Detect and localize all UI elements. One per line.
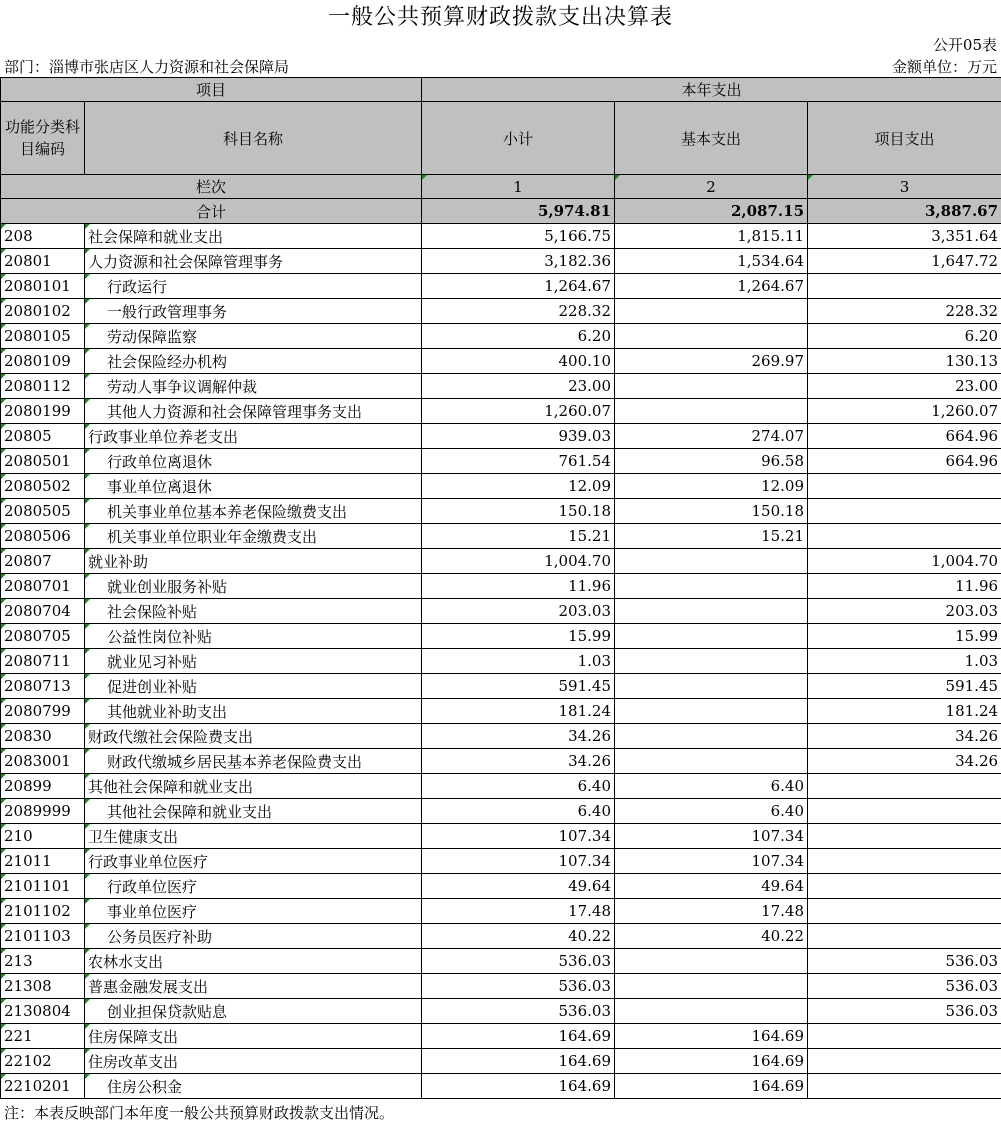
row-code: 2080701: [1, 574, 85, 599]
row-name: 一般行政管理事务: [85, 299, 422, 324]
row-basic: 1,815.11: [615, 224, 808, 249]
table-row: [1, 1024, 1001, 1049]
header-project-expenditure: 项目支出: [808, 102, 1001, 175]
table-row: [1, 649, 1001, 674]
table-row: [1, 974, 1001, 999]
header-project: 项目: [1, 78, 422, 102]
row-code: 2080505: [1, 499, 85, 524]
row-subtotal: 5,166.75: [422, 224, 615, 249]
table-row: [1, 674, 1001, 699]
row-name: 卫生健康支出: [85, 824, 422, 849]
row-code: 2080704: [1, 599, 85, 624]
row-basic: [615, 324, 808, 349]
row-name: 劳动保障监察: [85, 324, 422, 349]
row-name: 社会保险补贴: [85, 599, 422, 624]
row-basic: [615, 674, 808, 699]
row-subtotal: 40.22: [422, 924, 615, 949]
row-name: 社会保险经办机构: [85, 349, 422, 374]
row-project: 6.20: [808, 324, 1001, 349]
row-name: 行政单位医疗: [85, 874, 422, 899]
row-basic: [615, 724, 808, 749]
row-basic: [615, 399, 808, 424]
table-row: [1, 774, 1001, 799]
row-project: [808, 499, 1001, 524]
row-name: 行政事业单位医疗: [85, 849, 422, 874]
row-project: 11.96: [808, 574, 1001, 599]
row-name: 公益性岗位补贴: [85, 624, 422, 649]
row-basic: [615, 599, 808, 624]
row-basic: 12.09: [615, 474, 808, 499]
row-subtotal: 939.03: [422, 424, 615, 449]
row-subtotal: 164.69: [422, 1049, 615, 1074]
row-code: 2080506: [1, 524, 85, 549]
row-project: 181.24: [808, 699, 1001, 724]
row-subtotal: 34.26: [422, 724, 615, 749]
table-row: [1, 799, 1001, 824]
row-subtotal: 15.21: [422, 524, 615, 549]
row-code: 213: [1, 949, 85, 974]
table-row: [1, 749, 1001, 774]
total-project: 3,887.67: [808, 199, 1001, 224]
row-project: 536.03: [808, 974, 1001, 999]
row-basic: 96.58: [615, 449, 808, 474]
table-row: [1, 874, 1001, 899]
row-code: 2080502: [1, 474, 85, 499]
row-subtotal: 3,182.36: [422, 249, 615, 274]
report-title: 一般公共预算财政拨款支出决算表: [327, 5, 673, 30]
row-basic: [615, 299, 808, 324]
table-row: [1, 299, 1001, 324]
table-row: [1, 274, 1001, 299]
row-name: 创业担保贷款贴息: [85, 999, 422, 1024]
row-name: 农林水支出: [85, 949, 422, 974]
table-row: [1, 549, 1001, 574]
row-project: [808, 899, 1001, 924]
row-subtotal: 536.03: [422, 949, 615, 974]
row-subtotal: 228.32: [422, 299, 615, 324]
row-basic: 164.69: [615, 1049, 808, 1074]
row-name: 住房改革支出: [85, 1049, 422, 1074]
row-project: [808, 849, 1001, 874]
unit-label: 金额单位：万元: [891, 58, 997, 76]
row-name: 事业单位医疗: [85, 899, 422, 924]
row-basic: 17.48: [615, 899, 808, 924]
row-basic: [615, 374, 808, 399]
footnote: 注：本表反映部门本年度一般公共预算财政拨款支出情况。: [4, 1104, 395, 1122]
row-basic: 164.69: [615, 1074, 808, 1099]
row-basic: 107.34: [615, 849, 808, 874]
row-basic: [615, 999, 808, 1024]
row-basic: [615, 549, 808, 574]
row-code: 20805: [1, 424, 85, 449]
row-basic: 49.64: [615, 874, 808, 899]
col-index-3: 3: [808, 175, 1001, 199]
table-row: [1, 849, 1001, 874]
row-code: 2101102: [1, 899, 85, 924]
row-subtotal: 591.45: [422, 674, 615, 699]
row-name: 其他社会保障和就业支出: [85, 774, 422, 799]
header-current-year: 本年支出: [422, 78, 1001, 102]
row-code: 22102: [1, 1049, 85, 1074]
row-subtotal: 1,264.67: [422, 274, 615, 299]
row-project: [808, 924, 1001, 949]
row-project: [808, 774, 1001, 799]
row-project: 23.00: [808, 374, 1001, 399]
row-project: [808, 799, 1001, 824]
row-code: 2101103: [1, 924, 85, 949]
row-subtotal: 12.09: [422, 474, 615, 499]
row-name: 促进创业补贴: [85, 674, 422, 699]
col-index-1: 1: [422, 175, 615, 199]
row-subtotal: 107.34: [422, 824, 615, 849]
row-name: 就业创业服务补贴: [85, 574, 422, 599]
table-row: [1, 574, 1001, 599]
row-project: 130.13: [808, 349, 1001, 374]
row-code: 20899: [1, 774, 85, 799]
form-code: 公开05表: [932, 36, 997, 54]
department-label: 部门：淄博市张店区人力资源和社会保障局: [4, 58, 290, 76]
row-subtotal: 400.10: [422, 349, 615, 374]
row-basic: 107.34: [615, 824, 808, 849]
row-name: 机关事业单位基本养老保险缴费支出: [85, 499, 422, 524]
row-basic: [615, 749, 808, 774]
header-column-index: 栏次: [1, 175, 422, 199]
row-project: 1,647.72: [808, 249, 1001, 274]
total-label: 合计: [1, 199, 422, 224]
row-basic: [615, 624, 808, 649]
row-name: 行政单位离退休: [85, 449, 422, 474]
table-row: [1, 949, 1001, 974]
table-row: [1, 224, 1001, 249]
row-subtotal: 536.03: [422, 999, 615, 1024]
total-subtotal: 5,974.81: [422, 199, 615, 224]
row-subtotal: 34.26: [422, 749, 615, 774]
row-subtotal: 203.03: [422, 599, 615, 624]
table-row: [1, 724, 1001, 749]
row-project: [808, 1074, 1001, 1099]
col-index-2: 2: [615, 175, 808, 199]
table-row: [1, 449, 1001, 474]
row-name: 机关事业单位职业年金缴费支出: [85, 524, 422, 549]
row-code: 20807: [1, 549, 85, 574]
row-name: 财政代缴城乡居民基本养老保险费支出: [85, 749, 422, 774]
table-row: [1, 899, 1001, 924]
row-name: 就业补助: [85, 549, 422, 574]
row-subtotal: 23.00: [422, 374, 615, 399]
table-row: [1, 324, 1001, 349]
row-code: 2080102: [1, 299, 85, 324]
row-name: 财政代缴社会保险费支出: [85, 724, 422, 749]
row-subtotal: 107.34: [422, 849, 615, 874]
row-project: 3,351.64: [808, 224, 1001, 249]
row-project: [808, 474, 1001, 499]
row-subtotal: 761.54: [422, 449, 615, 474]
row-name: 普惠金融发展支出: [85, 974, 422, 999]
row-code: 2080105: [1, 324, 85, 349]
header-row-1: [1, 78, 1001, 102]
row-subtotal: 6.20: [422, 324, 615, 349]
row-project: 536.03: [808, 949, 1001, 974]
row-basic: [615, 649, 808, 674]
row-subtotal: 164.69: [422, 1074, 615, 1099]
row-basic: 1,534.64: [615, 249, 808, 274]
table-row: [1, 349, 1001, 374]
row-code: 2083001: [1, 749, 85, 774]
row-subtotal: 15.99: [422, 624, 615, 649]
row-code: 2080101: [1, 274, 85, 299]
row-name: 行政事业单位养老支出: [85, 424, 422, 449]
row-subtotal: 1,004.70: [422, 549, 615, 574]
row-name: 人力资源和社会保障管理事务: [85, 249, 422, 274]
row-project: 1.03: [808, 649, 1001, 674]
row-name: 劳动人事争议调解仲裁: [85, 374, 422, 399]
row-project: 1,260.07: [808, 399, 1001, 424]
row-subtotal: 6.40: [422, 774, 615, 799]
row-code: 2089999: [1, 799, 85, 824]
row-subtotal: 11.96: [422, 574, 615, 599]
table-row: [1, 499, 1001, 524]
row-project: 664.96: [808, 424, 1001, 449]
row-project: 203.03: [808, 599, 1001, 624]
table-row: [1, 824, 1001, 849]
row-code: 21308: [1, 974, 85, 999]
row-subtotal: 536.03: [422, 974, 615, 999]
row-basic: 1,264.67: [615, 274, 808, 299]
table-row: [1, 624, 1001, 649]
table-row: [1, 999, 1001, 1024]
row-project: [808, 874, 1001, 899]
row-basic: [615, 699, 808, 724]
row-basic: 164.69: [615, 1024, 808, 1049]
expenditure-table: [0, 77, 1001, 1099]
row-name: 其他社会保障和就业支出: [85, 799, 422, 824]
row-project: 536.03: [808, 999, 1001, 1024]
row-name: 公务员医疗补助: [85, 924, 422, 949]
row-project: 664.96: [808, 449, 1001, 474]
row-code: 2130804: [1, 999, 85, 1024]
table-row: [1, 249, 1001, 274]
row-basic: [615, 974, 808, 999]
row-project: [808, 824, 1001, 849]
header-subtotal: 小计: [422, 102, 615, 175]
row-project: [808, 1024, 1001, 1049]
row-code: 210: [1, 824, 85, 849]
row-code: 21011: [1, 849, 85, 874]
row-project: 228.32: [808, 299, 1001, 324]
row-code: 2101101: [1, 874, 85, 899]
row-subtotal: 181.24: [422, 699, 615, 724]
row-code: 20830: [1, 724, 85, 749]
row-basic: [615, 574, 808, 599]
row-subtotal: 150.18: [422, 499, 615, 524]
total-basic: 2,087.15: [615, 199, 808, 224]
row-basic: 150.18: [615, 499, 808, 524]
row-subtotal: 49.64: [422, 874, 615, 899]
table-row: [1, 524, 1001, 549]
row-project: 1,004.70: [808, 549, 1001, 574]
header-row-2: [1, 102, 1001, 175]
row-project: 34.26: [808, 749, 1001, 774]
row-basic: [615, 949, 808, 974]
row-name: 住房公积金: [85, 1074, 422, 1099]
row-project: 34.26: [808, 724, 1001, 749]
row-code: 2080501: [1, 449, 85, 474]
row-subtotal: 1,260.07: [422, 399, 615, 424]
table-row: [1, 599, 1001, 624]
table-row: [1, 399, 1001, 424]
row-project: [808, 1049, 1001, 1074]
row-code: 2080799: [1, 699, 85, 724]
row-code: 2080109: [1, 349, 85, 374]
row-project: 591.45: [808, 674, 1001, 699]
header-name: 科目名称: [85, 102, 422, 175]
header-row-index: [1, 175, 1001, 199]
table-row: [1, 424, 1001, 449]
table-row: [1, 699, 1001, 724]
row-subtotal: 17.48: [422, 899, 615, 924]
row-code: 208: [1, 224, 85, 249]
row-basic: 15.21: [615, 524, 808, 549]
row-name: 行政运行: [85, 274, 422, 299]
row-name: 事业单位离退休: [85, 474, 422, 499]
row-name: 社会保障和就业支出: [85, 224, 422, 249]
table-row: [1, 374, 1001, 399]
row-basic: 6.40: [615, 774, 808, 799]
row-code: 2080711: [1, 649, 85, 674]
row-project: 15.99: [808, 624, 1001, 649]
row-code: 2080112: [1, 374, 85, 399]
table-row: [1, 924, 1001, 949]
table-row: [1, 1074, 1001, 1099]
row-name: 就业见习补贴: [85, 649, 422, 674]
row-code: 2210201: [1, 1074, 85, 1099]
row-code: 2080713: [1, 674, 85, 699]
row-code: 20801: [1, 249, 85, 274]
row-subtotal: 6.40: [422, 799, 615, 824]
row-name: 住房保障支出: [85, 1024, 422, 1049]
row-code: 2080705: [1, 624, 85, 649]
row-code: 2080199: [1, 399, 85, 424]
row-subtotal: 1.03: [422, 649, 615, 674]
row-name: 其他人力资源和社会保障管理事务支出: [85, 399, 422, 424]
header-basic: 基本支出: [615, 102, 808, 175]
row-code: 221: [1, 1024, 85, 1049]
total-row: [1, 199, 1001, 224]
row-project: [808, 524, 1001, 549]
row-basic: 274.07: [615, 424, 808, 449]
header-code: 功能分类科目编码: [1, 102, 85, 175]
row-basic: 269.97: [615, 349, 808, 374]
row-basic: 6.40: [615, 799, 808, 824]
row-subtotal: 164.69: [422, 1024, 615, 1049]
row-name: 其他就业补助支出: [85, 699, 422, 724]
table-row: [1, 1049, 1001, 1074]
row-project: [808, 274, 1001, 299]
table-row: [1, 474, 1001, 499]
row-basic: 40.22: [615, 924, 808, 949]
